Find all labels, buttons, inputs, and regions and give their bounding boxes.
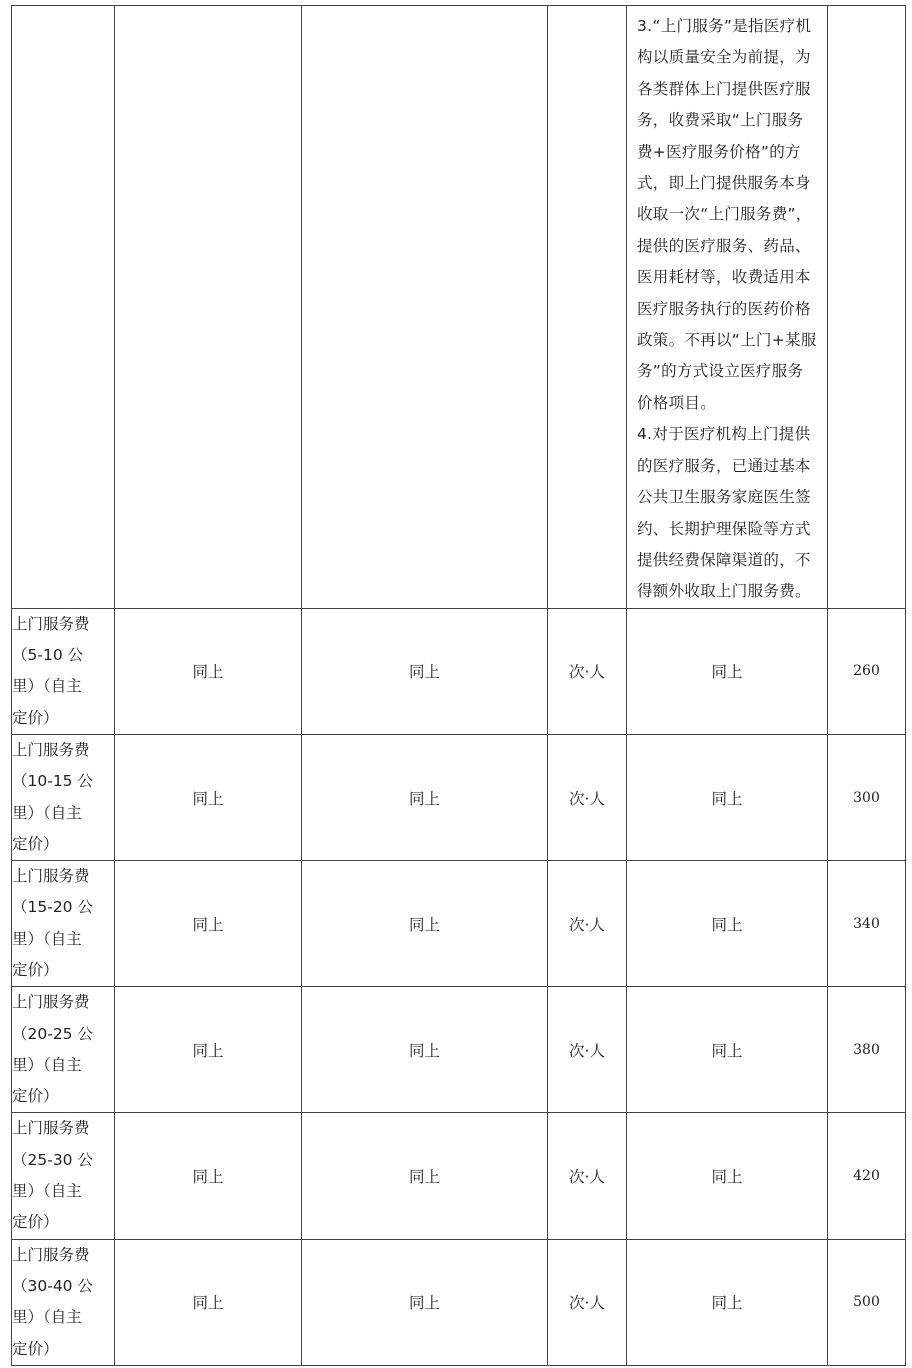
empty-cell	[828, 6, 906, 609]
price-cell: 300	[828, 734, 906, 860]
unit-cell: 次·人	[548, 608, 627, 734]
unit-cell: 次·人	[548, 1113, 627, 1239]
exclusions-cell: 同上	[302, 861, 548, 987]
price-cell: 420	[828, 1113, 906, 1239]
notes-cell	[627, 6, 828, 609]
table-row	[12, 608, 906, 734]
notes-cell: 同上	[627, 861, 828, 987]
content-cell: 同上	[115, 861, 302, 987]
note-paragraph: 4.对于医疗机构上门提供的医疗服务，已通过基本公共卫生服务家庭医生签约、长期护理保险等方式提供经费保障渠道的，不得额外收取上门服务费。	[637, 425, 811, 601]
notes-cell: 同上	[627, 987, 828, 1113]
item-name-cell: 上门服务费 （30-40 公 里）（自主 定价）	[12, 1239, 115, 1365]
content-cell: 同上	[115, 1239, 302, 1365]
empty-cell	[548, 6, 627, 609]
table-row	[12, 1239, 906, 1365]
table-row	[12, 861, 906, 987]
price-cell: 340	[828, 861, 906, 987]
table-row	[12, 987, 906, 1113]
empty-cell	[302, 6, 548, 609]
item-name-cell: 上门服务费 （10-15 公 里）（自主 定价）	[12, 734, 115, 860]
unit-cell: 次·人	[548, 1239, 627, 1365]
table-row	[12, 1113, 906, 1239]
exclusions-cell: 同上	[302, 1239, 548, 1365]
empty-cell	[12, 6, 115, 609]
table-row	[12, 734, 906, 860]
price-cell: 380	[828, 987, 906, 1113]
item-name-cell: 上门服务费 （25-30 公 里）（自主 定价）	[12, 1113, 115, 1239]
unit-cell: 次·人	[548, 861, 627, 987]
content-cell: 同上	[115, 734, 302, 860]
item-name-cell: 上门服务费 （20-25 公 里）（自主 定价）	[12, 987, 115, 1113]
exclusions-cell: 同上	[302, 987, 548, 1113]
exclusions-cell: 同上	[302, 1113, 548, 1239]
unit-cell: 次·人	[548, 734, 627, 860]
notes-cell: 同上	[627, 734, 828, 860]
exclusions-cell: 同上	[302, 608, 548, 734]
content-cell: 同上	[115, 987, 302, 1113]
table-row	[12, 6, 906, 609]
notes-cell: 同上	[627, 1113, 828, 1239]
notes-cell: 同上	[627, 1239, 828, 1365]
price-table	[11, 5, 906, 1366]
unit-cell: 次·人	[548, 987, 627, 1113]
price-cell: 500	[828, 1239, 906, 1365]
item-name-cell: 上门服务费 （15-20 公 里）（自主 定价）	[12, 861, 115, 987]
note-paragraph: 3.“上门服务”是指医疗机构以质量安全为前提，为各类群体上门提供医疗服务，收费采取“上门服务费+医疗服务价格”的方式，即上门提供服务本身收取一次“上门服务费”，提供的医疗服务、药品、医用耗材等，收费适用本医疗服务执行的医药价格政策。不再以“上门+某服务”的方式设立医疗服务价格项目。	[637, 17, 817, 412]
exclusions-cell: 同上	[302, 734, 548, 860]
price-cell: 260	[828, 608, 906, 734]
empty-cell	[115, 6, 302, 609]
content-cell: 同上	[115, 1113, 302, 1239]
item-name-cell: 上门服务费 （5-10 公 里）（自主 定价）	[12, 608, 115, 734]
notes-cell: 同上	[627, 608, 828, 734]
content-cell: 同上	[115, 608, 302, 734]
